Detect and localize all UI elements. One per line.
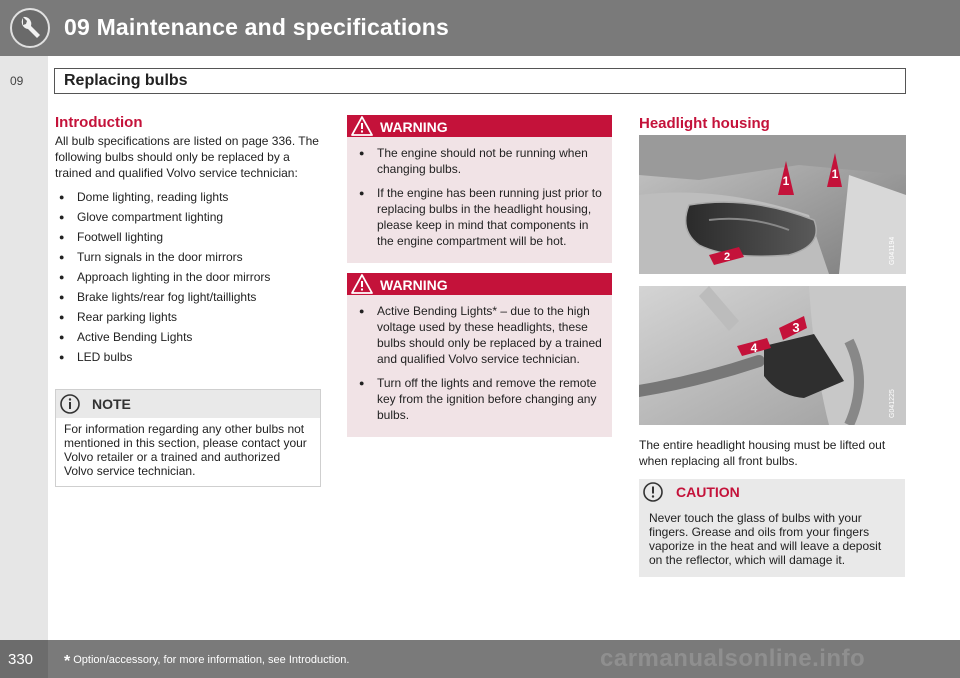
page-number: 330: [8, 651, 34, 668]
warning-list: [355, 145, 604, 249]
warning-box-engine: [347, 115, 612, 263]
note-header: [56, 390, 320, 418]
warning-box-active-bending: [347, 273, 612, 437]
watermark-text: carmanualsonline.info: [600, 645, 866, 672]
list-item: ● Active Bending Lights: [55, 329, 321, 345]
list-item: ● The engine should not be running when changing bulbs.: [355, 145, 604, 177]
introduction-text: All bulb specifications are listed on page 336. The following bulbs should only be replaced by a trained and qualified Volvo service technician:: [55, 134, 319, 180]
callout-label: 4: [750, 341, 758, 355]
list-item: ● Rear parking lights: [55, 309, 321, 325]
note-box: [55, 389, 321, 487]
exclamation-icon: [643, 482, 663, 507]
warning-triangle-icon: [350, 115, 374, 142]
section-title: Replacing bulbs: [64, 72, 188, 89]
caution-label: CAUTION: [676, 484, 740, 500]
caution-box: [639, 479, 905, 577]
note-label: NOTE: [92, 396, 131, 412]
caution-text: Never touch the glass of bulbs with your fingers. Grease and oils from your fingers vaporize in the heat and will leave a deposit on the reflector, which will damage it.: [639, 505, 905, 577]
image-code: G041194: [889, 236, 896, 265]
warning-label: WARNING: [380, 277, 448, 293]
info-icon: [60, 394, 80, 419]
warning-body: [347, 295, 612, 437]
column-introduction: [55, 114, 321, 369]
warning-label: WARNING: [380, 119, 448, 135]
list-item: ● Brake lights/rear fog light/taillights: [55, 289, 321, 305]
warning-header: [347, 273, 612, 295]
warning-body: [347, 137, 612, 263]
wrench-icon: [8, 6, 52, 50]
headlight-caption: The entire headlight housing must be lifted out when replacing all front bulbs.: [639, 438, 886, 468]
introduction-heading: Introduction: [55, 114, 143, 131]
warning-triangle-icon: [350, 273, 374, 300]
side-tab: [0, 56, 48, 640]
warning-header: [347, 115, 612, 137]
callout-label: 1: [831, 167, 839, 181]
warning-list: [355, 303, 604, 423]
headlight-housing-heading: Headlight housing: [639, 115, 770, 132]
footer-note-text: Option/accessory, for more information, see Introduction.: [73, 654, 350, 666]
list-item: ● Footwell lighting: [55, 229, 321, 245]
list-item: ● Active Bending Lights* – due to the high voltage used by these headlights, these bulbs should only be replaced by a trained and qualified Volvo service technician.: [355, 303, 604, 367]
list-item: ● Turn off the lights and remove the remote key from the ignition before changing any bulbs.: [355, 375, 604, 423]
list-item: ● Dome lighting, reading lights: [55, 189, 321, 205]
list-item: ● Glove compartment lighting: [55, 209, 321, 225]
list-item: ● Turn signals in the door mirrors: [55, 249, 321, 265]
footer-star: *: [64, 653, 71, 670]
list-item: ● Approach lighting in the door mirrors: [55, 269, 321, 285]
footer-note: [64, 653, 349, 671]
side-tab-number: 09: [10, 74, 24, 88]
headlight-connector-photo: [639, 286, 906, 425]
callout-label: 2: [723, 251, 731, 263]
bulb-list: [55, 189, 321, 365]
note-text: For information regarding any other bulbs not mentioned in this section, please contact your Volvo retailer or a trained and authorized Volvo service technician.: [56, 418, 320, 486]
callout-label: 1: [782, 174, 790, 188]
caution-header: [639, 479, 905, 505]
callout-label: 3: [792, 320, 800, 335]
list-item: ● If the engine has been running just prior to replacing bulbs in the headlight housing, please keep in mind that components in the engine compartment will be hot.: [355, 185, 604, 249]
image-code: G041225: [889, 389, 896, 418]
headlight-housing-photo: [639, 135, 906, 274]
chapter-title: 09 Maintenance and specifications: [64, 14, 449, 40]
list-item: ● LED bulbs: [55, 349, 321, 365]
